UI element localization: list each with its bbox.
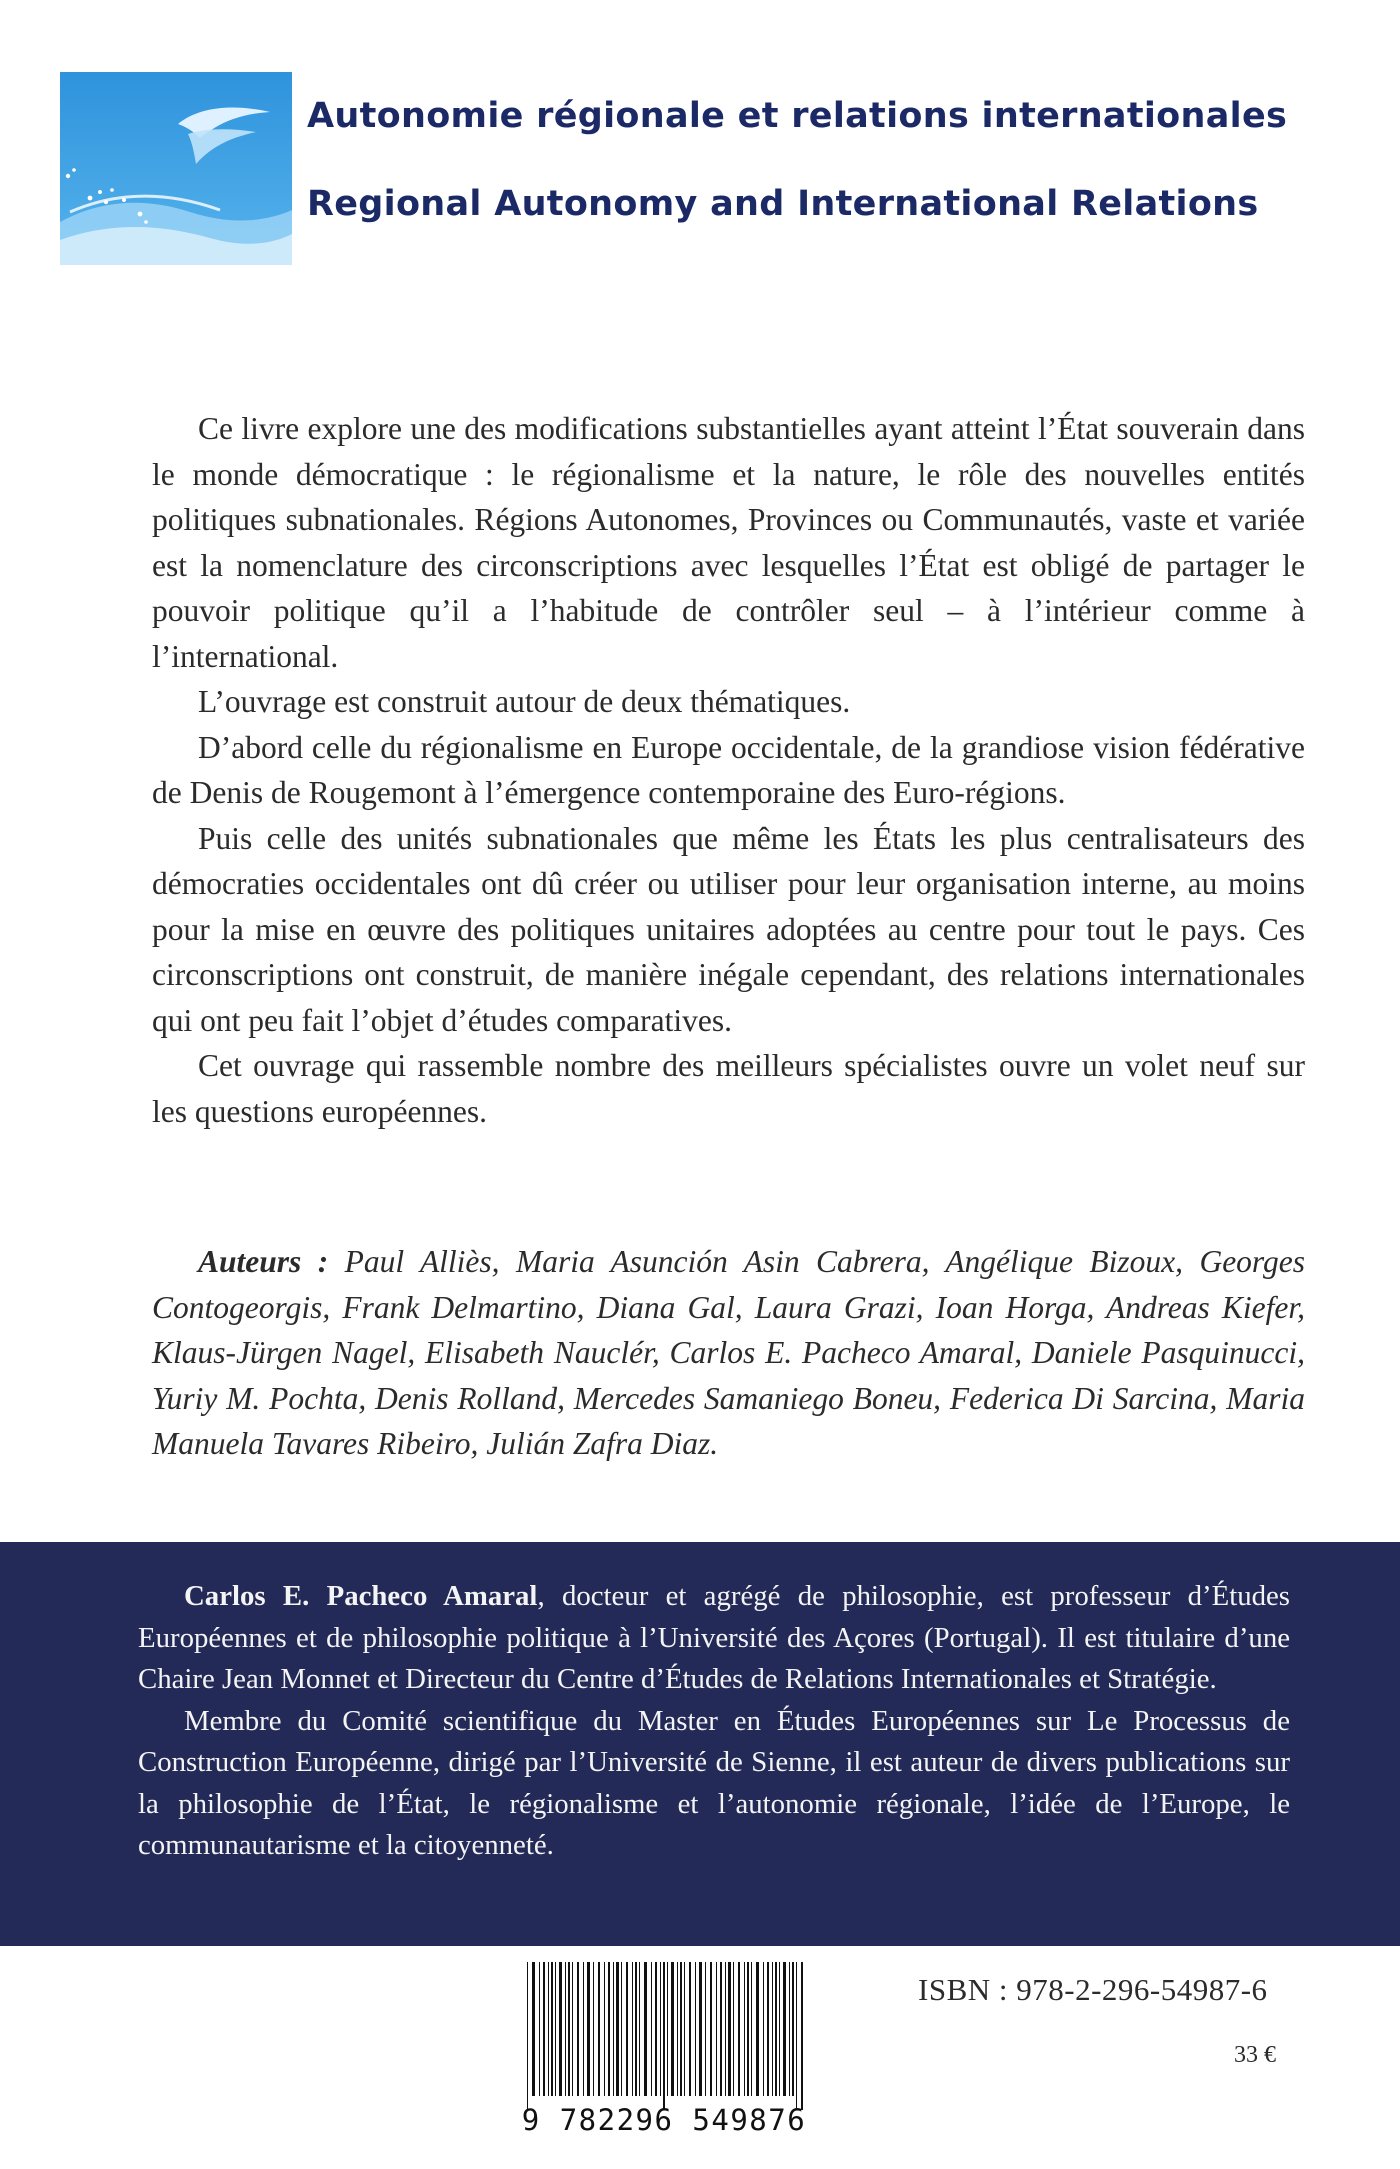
blurb-paragraph: L’ouvrage est construit autour de deux thématiques.: [198, 684, 851, 719]
barcode-bar: [621, 1962, 622, 2096]
barcode-bar: [667, 1962, 668, 2096]
barcode-bar: [598, 1962, 600, 2096]
barcode-bar: [555, 1962, 556, 2096]
barcode-digits: 9 782296 549876: [521, 2103, 807, 2136]
barcode-bar: [728, 1962, 731, 2096]
series-title-english: Regional Autonomy and International Relations: [307, 184, 1259, 224]
barcode-graphic: [505, 1958, 823, 2136]
barcode-bar: [593, 1962, 594, 2096]
barcode-bar: [779, 1962, 780, 2096]
barcode-bar: [789, 1962, 790, 2096]
bio-author-name: Carlos E. Pacheco Amaral: [184, 1580, 538, 1612]
barcode-bar: [772, 1962, 773, 2096]
barcode-bar: [639, 1962, 640, 2096]
authors-paragraph: [152, 1239, 1305, 1467]
barcode-bar: [635, 1962, 637, 2096]
barcode-bar: [655, 1962, 657, 2096]
barcode-bar: [680, 1962, 682, 2096]
barcode-bar: [532, 1962, 535, 2096]
barcode-bar: [565, 1962, 566, 2096]
barcode-bar: [725, 1962, 726, 2096]
barcode-bar: [801, 1962, 803, 2110]
barcode-bar: [548, 1962, 549, 2096]
barcode-bar: [572, 1962, 573, 2096]
barcode-bar: [613, 1962, 614, 2096]
barcode-bar: [792, 1962, 794, 2096]
barcode-bar: [763, 1962, 764, 2096]
bio-paragraph: Membre du Comité scientifique du Master en Études Européennes sur Le Processus de Construction Européenne, dirigé par l’Université de Sienne, il est auteur de divers publications sur la philosophie de l’État, le régionalisme et l’autonomie régionale, l’idée de l’Europe, le communautarisme et la citoyenneté.: [138, 1704, 1290, 1861]
barcode-bar: [733, 1962, 734, 2096]
barcode-bar: [756, 1962, 759, 2096]
barcode-bar: [738, 1962, 740, 2096]
blurb-paragraph: Puis celle des unités subnationales que même les États les plus centralisateurs des démocraties occidentales ont dû créer ou utiliser pour leur organisation interne, au moins pour la mise en œuvre des politiques unitaires adoptées au centre pour tout le pays. Ces circonscriptions ont construit, de manière inégale cependant, des relations internationales qui ont peu fait l’objet d’études comparatives.: [152, 820, 1305, 1038]
barcode-bar: [608, 1962, 610, 2096]
barcode-bar: [775, 1962, 777, 2096]
authors-list: Paul Alliès, Maria Asunción Asin Cabrera, Angélique Bizoux, Georges Contogeorgis, Frank Delmartino, Diana Gal, Laura Grazi, Ioan Horga, Andreas Kiefer, Klaus-Jürgen Nagel, Elisabeth Nauclér, Carlos E. Pacheco Amaral, Daniele Pasquinucci, Yuriy M. Pochta, Denis Rolland, Mercedes Samaniego Boneu, Federica Di Sarcina, Maria Manuela Tavares Ribeiro, Julián Zafra Diaz.: [152, 1244, 1305, 1461]
barcode-bar: [632, 1962, 633, 2096]
barcode-bar: [689, 1962, 691, 2096]
barcode-bar: [577, 1962, 579, 2096]
isbn-barcode: [505, 1958, 823, 2136]
blurb-paragraph: D’abord celle du régionalisme en Europe occidentale, de la grandiose vision fédérative de Denis de Rougemont à l’émergence contemporaine des Euro-régions.: [152, 729, 1305, 810]
barcode-bar: [651, 1962, 652, 2096]
barcode-bar: [587, 1962, 590, 2096]
barcode-bar: [677, 1962, 678, 2096]
barcode-bar: [747, 1962, 749, 2096]
blurb-paragraph: Cet ouvrage qui rassemble nombre des meilleurs spécialistes ouvre un volet neuf sur les questions européennes.: [152, 1048, 1305, 1129]
isbn-number: ISBN : 978-2-296-54987-6: [918, 1972, 1268, 2007]
authors-label: Auteurs :: [198, 1244, 329, 1279]
barcode-bar: [604, 1962, 605, 2096]
barcode-bar: [720, 1962, 722, 2096]
series-title-french: Autonomie régionale et relations internationales: [307, 96, 1288, 136]
barcode-bar: [551, 1962, 553, 2096]
price: 33 €: [1234, 2042, 1276, 2068]
authors-section: [152, 1239, 1305, 1467]
barcode-bar: [644, 1962, 647, 2096]
barcode-bar: [527, 1962, 528, 2110]
barcode-bar: [783, 1962, 786, 2096]
blurb: [152, 406, 1305, 1134]
barcode-bar: [684, 1962, 685, 2096]
barcode-bar: [583, 1962, 584, 2096]
bio-paragraph: [138, 1576, 1290, 1701]
barcode-bar: [660, 1962, 661, 2096]
series-logo: [60, 72, 292, 265]
blurb-paragraph: Ce livre explore une des modifications substantielles ayant atteint l’État souverain dans le monde démocratique : le régionalisme et la nature, le rôle des nouvelles entités politiques subnationales. Régions Autonomes, Provinces ou Communautés, vaste et variée est la nomenclature des circonscriptions avec lesquelles l’État est obligé de partager le pouvoir politique qu’il a l’habitude de contrôler seul – à l’intérieur comme à l’international.: [152, 411, 1305, 674]
barcode-bar: [699, 1962, 702, 2096]
barcode-bar: [744, 1962, 745, 2096]
barcode-bar: [543, 1962, 545, 2096]
barcode-bar: [616, 1962, 619, 2096]
barcode-bar: [695, 1962, 696, 2096]
barcode-bar: [539, 1962, 540, 2096]
bio-first-paragraph-text: , docteur et agrégé de philosophie, est professeur d’Études Européennes et de philosophie politique à l’Université des Açores (Portugal). Il est titulaire d’une Chaire Jean Monnet et Directeur du Centre d’Études de Relations Internationales et Stratégie.: [138, 1580, 1290, 1695]
barcode-bar: [671, 1962, 674, 2096]
author-bio: [138, 1576, 1290, 1867]
barcode-bar: [663, 1962, 665, 2110]
barcode-bar: [705, 1962, 706, 2096]
barcode-bar: [751, 1962, 752, 2096]
barcode-bar: [626, 1962, 628, 2096]
barcode-bar: [767, 1962, 769, 2096]
series-header: [60, 72, 1350, 267]
barcode-bar: [716, 1962, 717, 2096]
barcode-bar: [559, 1962, 562, 2096]
barcode-bar: [796, 1962, 797, 2110]
series-logo-graphic: [60, 72, 292, 265]
barcode-bar: [568, 1962, 570, 2096]
barcode-bar: [710, 1962, 712, 2096]
